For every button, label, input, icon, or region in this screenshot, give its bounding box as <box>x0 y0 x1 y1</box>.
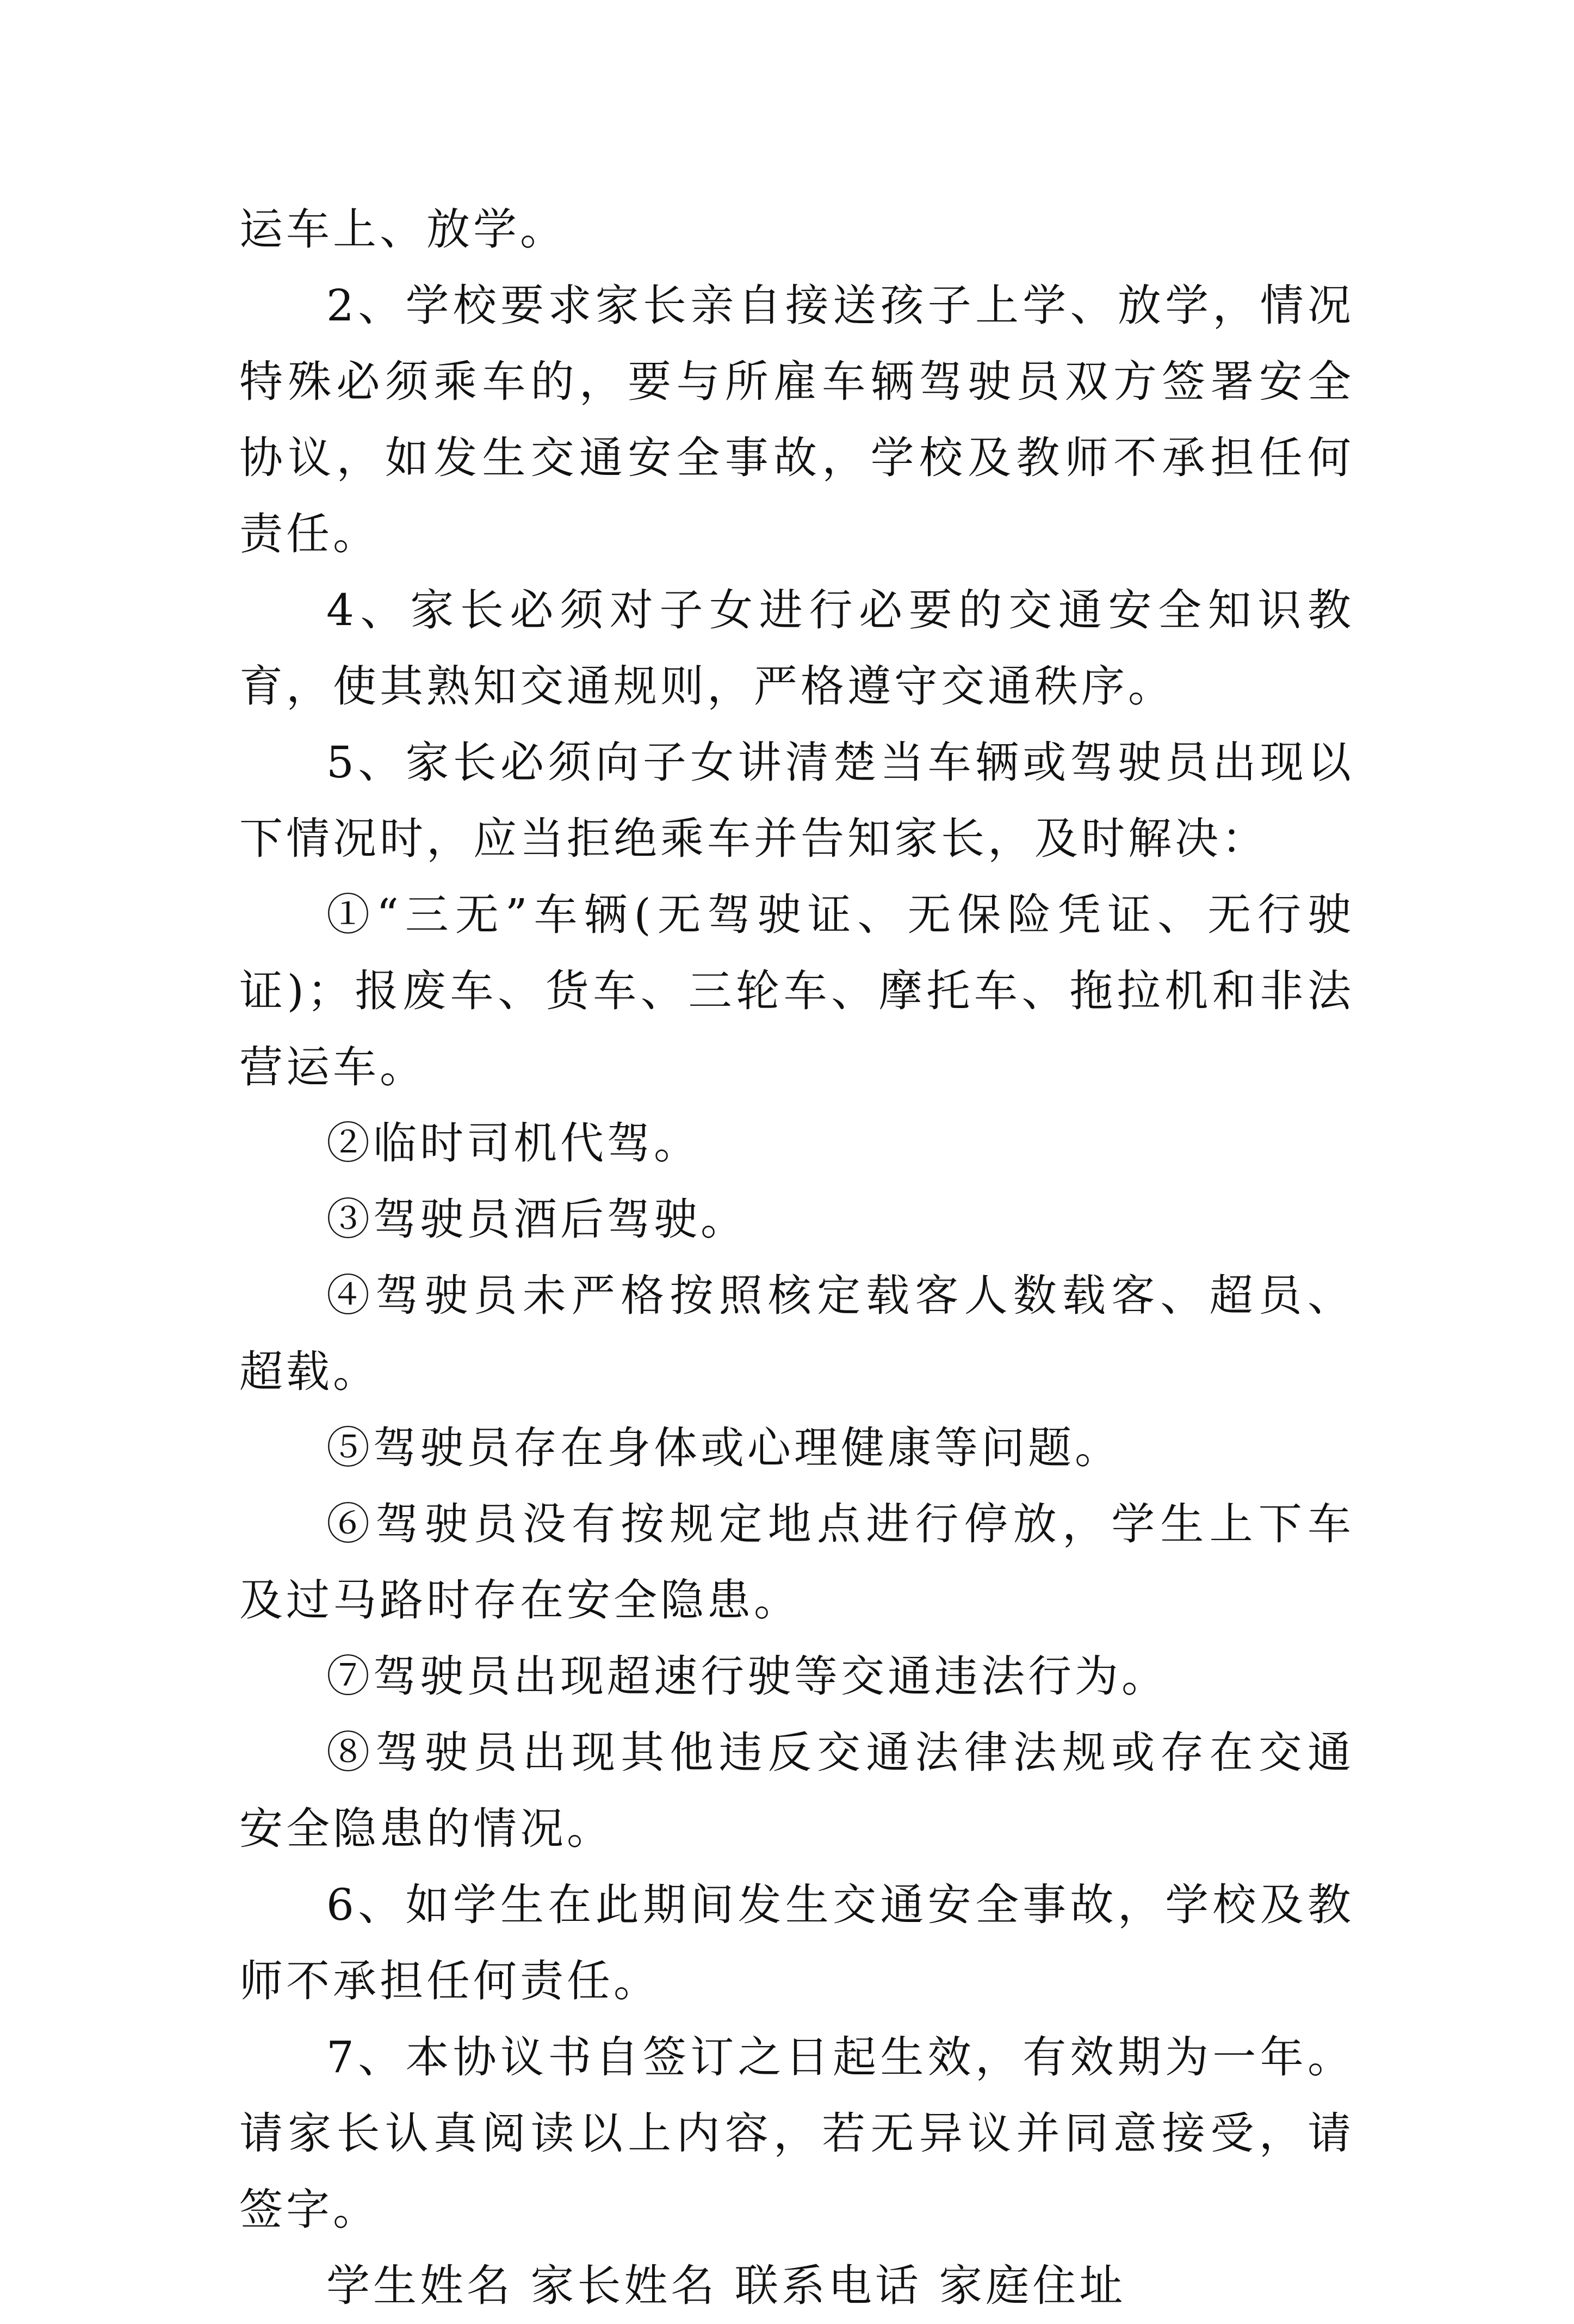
paragraph-sub-item-7: ⑦驾驶员出现超速行驶等交通违法行为。 <box>326 1651 1168 1702</box>
paragraph-sub-item-6: ⑥驾驶员没有按规定地点进行停放，学生上下车及过马路时存在安全隐患。 <box>239 1499 1354 1625</box>
paragraph-sub-item-3: ③驾驶员酒后驾驶。 <box>326 1194 747 1245</box>
paragraph-sub-item-2: ②临时司机代驾。 <box>326 1118 701 1169</box>
paragraph-sub-item-8: ⑧驾驶员出现其他违反交通法律法规或存在交通安全隐患的情况。 <box>239 1727 1354 1854</box>
paragraph-item-4: 4、家长必须对子女进行必要的交通安全知识教育，使其熟知交通规则，严格遵守交通秩序。 <box>239 585 1354 712</box>
paragraph-item-7: 7、本协议书自签订之日起生效，有效期为一年。请家长认真阅读以上内容，若无异议并同意接受，请签字。 <box>239 2032 1354 2235</box>
paragraph-item-6: 6、如学生在此期间发生交通安全事故，学校及教师不承担任何责任。 <box>239 1880 1354 2006</box>
paragraph-sub-item-4: ④驾驶员未严格按照核定载客人数载客、超员、超载。 <box>239 1270 1354 1397</box>
paragraph-item-5: 5、家长必须向子女讲清楚当车辆或驾驶员出现以下情况时，应当拒绝乘车并告知家长，及时解决： <box>239 737 1354 864</box>
document-body <box>239 191 1354 2324</box>
paragraph-sub-item-5: ⑤驾驶员存在身体或心理健康等问题。 <box>326 1423 1121 1473</box>
signature-fields-line: 学生姓名 家长姓名 联系电话 家庭住址 <box>326 2260 1126 2311</box>
paragraph-item-2: 2、学校要求家长亲自接送孩子上学、放学，情况特殊必须乘车的，要与所雇车辆驾驶员双方签署安全协议，如发生交通安全事故，学校及教师不承担任何责任。 <box>239 280 1354 559</box>
paragraph-continuation: 运车上、放学。 <box>239 204 567 255</box>
paragraph-sub-item-1: ①“三无”车辆(无驾驶证、无保险凭证、无行驶证)；报废车、货车、三轮车、摩托车、拖拉机和非法营运车。 <box>239 889 1354 1092</box>
